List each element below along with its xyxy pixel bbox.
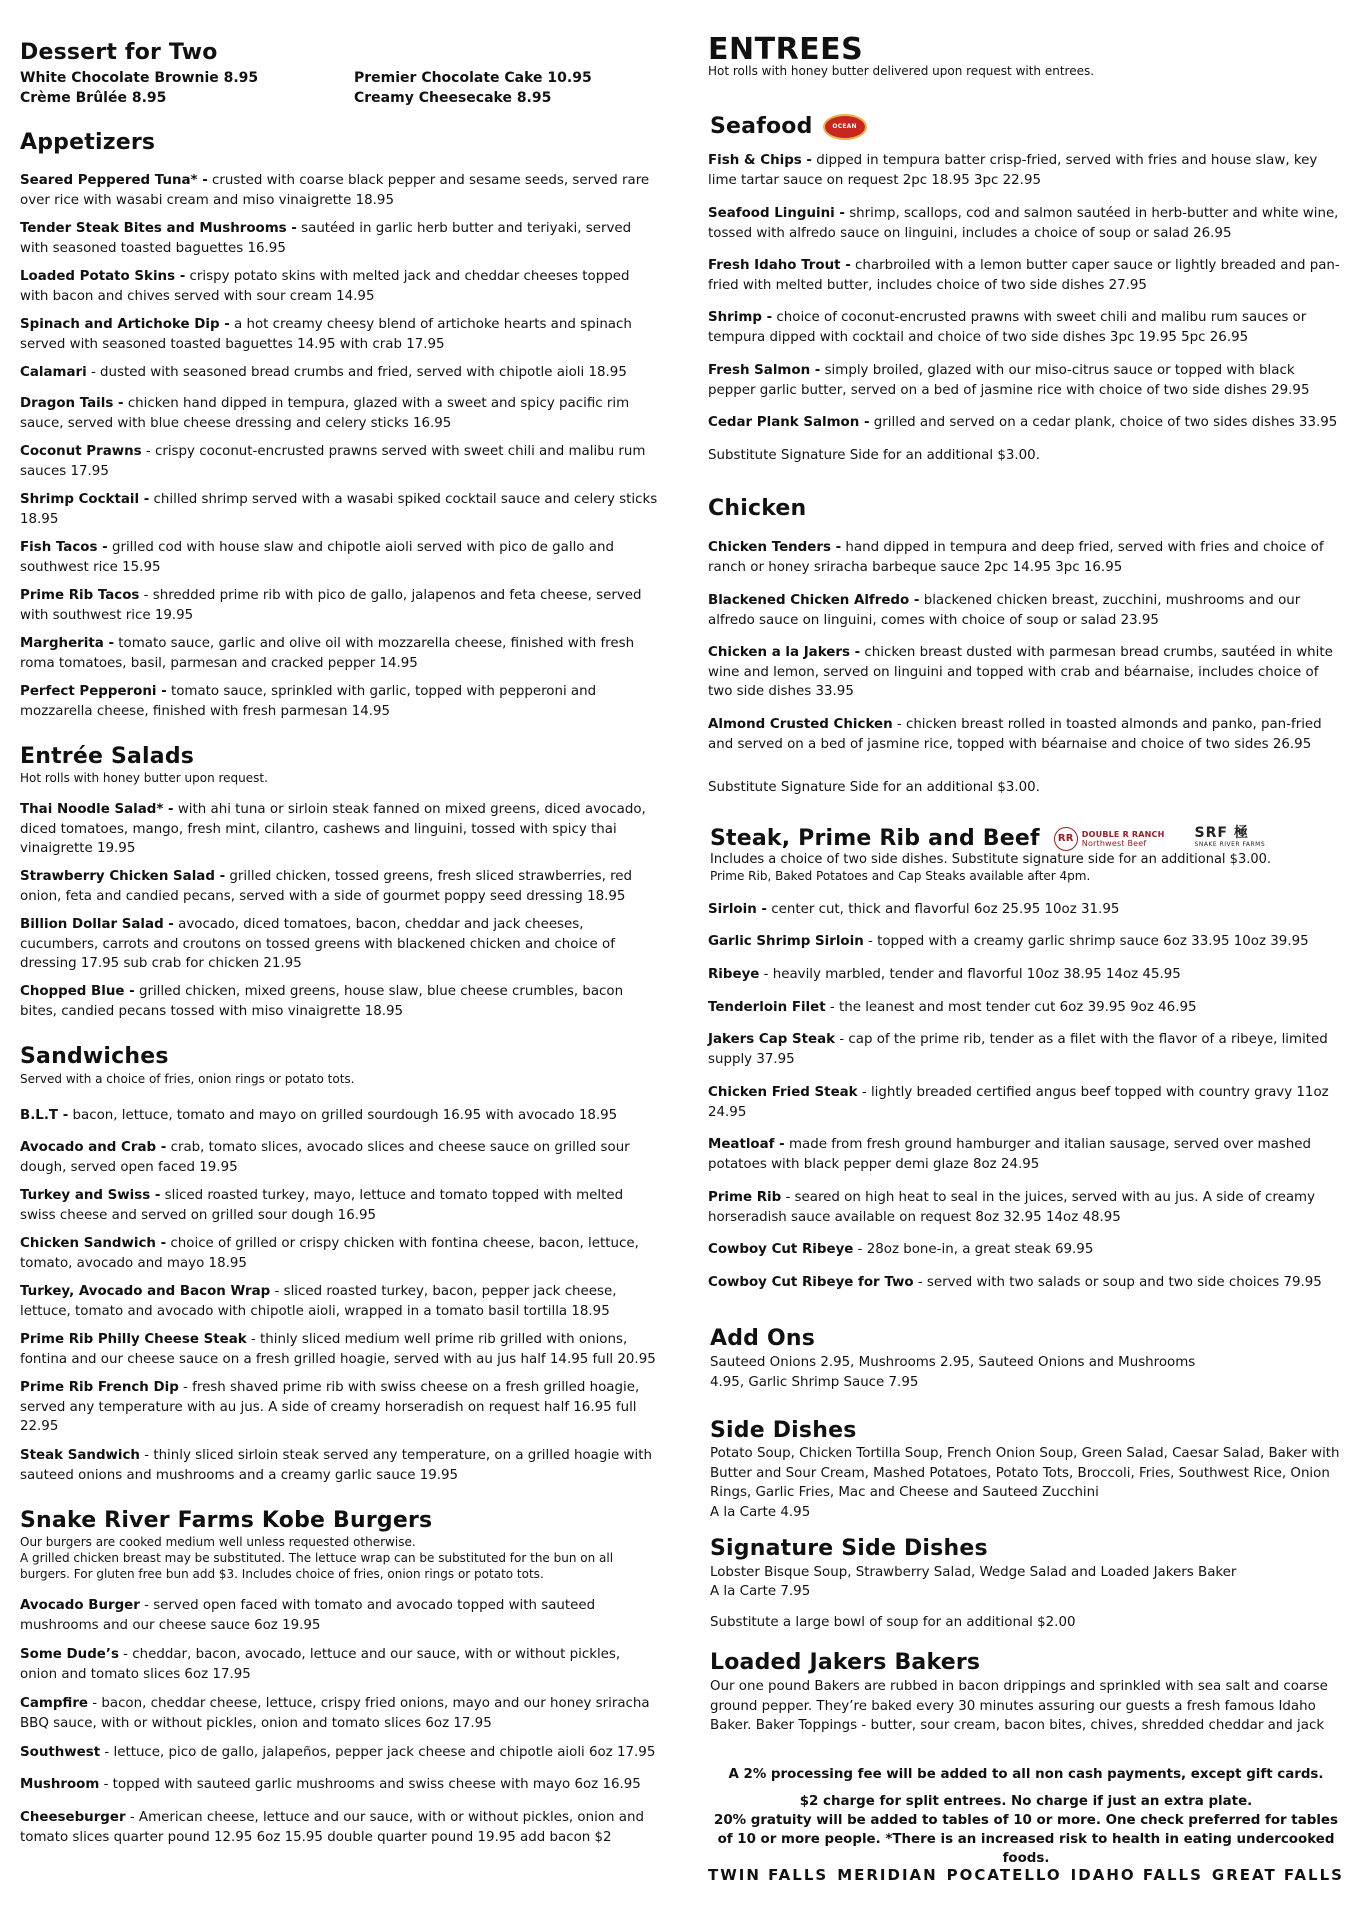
sides-text: Potato Soup, Chicken Tortilla Soup, French Onion Soup, Green Salad, Caesar Salad, Baker with Butter and Sour Cream, Mashed Potatoes, Potato Tots, Broccoli, Fries, Southwest Rice, Onion Rings, Garlic Fries, Mac and Cheese and Sauteed Zucchini <box>710 1446 1340 1500</box>
item-desc: - lettuce, pico de gallo, jalapeños, pepper jack cheese and chipotle aioli 6oz 17.95 <box>100 1745 656 1760</box>
menu-item <box>708 413 1344 433</box>
burgers-note: Our burgers are cooked medium well unless requested otherwise. <box>20 1535 416 1549</box>
item-name: Fish Tacos - <box>20 540 108 555</box>
item-name: Perfect Pepperoni - <box>20 684 167 699</box>
item-desc: - fresh shaved prime rib with swiss cheese on a fresh grilled hoagie, served any temperature with au jus. A side of creamy horseradish on request half 16.95 full 22.95 <box>20 1380 640 1434</box>
item-name: Fish & Chips - <box>708 153 812 168</box>
item-name: Billion Dollar Salad - <box>20 917 174 932</box>
menu-item <box>708 900 1344 920</box>
burgers-title: Snake River Farms Kobe Burgers <box>20 1508 433 1533</box>
sides-title: Side Dishes <box>710 1418 857 1443</box>
item-name: Garlic Shrimp Sirloin <box>708 934 864 949</box>
menu-item <box>708 1240 1344 1260</box>
menu-item <box>708 998 1344 1018</box>
bakers-title: Loaded Jakers Bakers <box>710 1650 981 1675</box>
item-desc: - served with two salads or soup and two side choices 79.95 <box>913 1275 1322 1290</box>
bakers-text: Our one pound Bakers are rubbed in bacon drippings and sprinkled with sea salt and coarse ground pepper. They’re baked every 30 minutes assuring our guests a fresh famous Idaho Baker. Baker Toppings - butter, sour cream, bacon bites, chives, shredded cheddar and jack <box>710 1679 1328 1733</box>
item-name: Steak Sandwich <box>20 1448 140 1463</box>
menu-item <box>20 800 660 859</box>
menu-item <box>20 490 660 529</box>
steak-title <box>710 826 1265 851</box>
item-name: Chicken Tenders - <box>708 540 842 555</box>
item-desc: chicken hand dipped in tempura, glazed with a sweet and spicy pacific rim sauce, served with blue cheese dressing and celery sticks 16.95 <box>20 396 630 431</box>
steak-note: Prime Rib, Baked Potatoes and Cap Steaks available after 4pm. <box>710 869 1091 883</box>
dessert-item: Crème Brûlée 8.95 <box>20 90 167 106</box>
signature-sides-text: Lobster Bisque Soup, Strawberry Salad, Wedge Salad and Loaded Jakers Baker <box>710 1565 1237 1580</box>
item-name: Tender Steak Bites and Mushrooms - <box>20 221 297 236</box>
item-desc: crusted with coarse black pepper and sesame seeds, served rare over rice with wasabi cream and miso vinaigrette 18.95 <box>20 173 650 208</box>
location: POCATELLO <box>946 1866 1062 1884</box>
item-desc: center cut, thick and flavorful 6oz 25.95 10oz 31.95 <box>766 902 1120 917</box>
item-name: Turkey and Swiss - <box>20 1188 161 1203</box>
item-desc: chilled shrimp served with a wasabi spiked cocktail sauce and celery sticks 18.95 <box>20 492 658 527</box>
item-desc: - dusted with seasoned bread crumbs and fried, served with chipotle aioli 18.95 <box>86 365 627 380</box>
item-name: Cowboy Cut Ribeye <box>708 1242 854 1257</box>
gratuity-note: 20% gratuity will be added to tables of 10 or more. One check preferred for tables of 10 or more people. *There is an increased risk to health in eating undercooked foods. <box>714 1813 1338 1866</box>
locations-list <box>708 1866 1344 1884</box>
menu-item <box>708 204 1344 243</box>
menu-item <box>20 1138 660 1177</box>
menu-item <box>20 1378 660 1437</box>
menu-item <box>20 538 660 577</box>
menu-item <box>708 1188 1344 1227</box>
item-desc: chicken breast dusted with parmesan bread crumbs, sautéed in white wine and lemon, served on linguini and topped with crab and béarnaise, includes choice of two side dishes 33.95 <box>708 645 1333 699</box>
addons-title: Add Ons <box>710 1326 816 1351</box>
item-desc: simply broiled, glazed with our miso-citrus sauce or topped with black pepper garlic butter, served on a bed of jasmine rice with choice of two side dishes 29.95 <box>708 363 1310 398</box>
menu-item <box>708 361 1344 400</box>
item-name: Jakers Cap Steak <box>708 1032 836 1047</box>
item-name: Strawberry Chicken Salad - <box>20 869 226 884</box>
menu-item <box>20 1775 660 1795</box>
item-desc: choice of coconut-encrusted prawns with sweet chili and malibu rum sauces or tempura dipped with cocktail and choice of two side dishes 3pc 19.95 5pc 26.95 <box>708 310 1307 345</box>
sandwiches-title: Sandwiches <box>20 1044 169 1069</box>
logo-subtext: Northwest Beef <box>1081 839 1147 848</box>
item-desc: grilled chicken, tossed greens, fresh sliced strawberries, red onion, feta and candied pecans, served with a side of gourmet poppy seed dressing 18.95 <box>20 869 633 904</box>
item-desc: blackened chicken breast, zucchini, mushrooms and our alfredo sauce on linguini, comes with choice of soup or salad 23.95 <box>708 593 1301 628</box>
item-desc: - thinly sliced sirloin steak served any temperature, on a grilled hoagie with sauteed onions and mushrooms and a creamy garlic sauce 19.95 <box>20 1448 652 1483</box>
item-name: B.L.T - <box>20 1108 69 1123</box>
signature-sides-title: Signature Side Dishes <box>710 1536 988 1561</box>
processing-fee-note: A 2% processing fee will be added to all non cash payments, except gift cards. <box>728 1767 1324 1782</box>
chicken-footnote: Substitute Signature Side for an additional $3.00. <box>708 780 1040 795</box>
item-name: Almond Crusted Chicken <box>708 717 893 732</box>
addons-text: Sauteed Onions 2.95, Mushrooms 2.95, Sauteed Onions and Mushrooms 4.95, Garlic Shrimp Sauce 7.95 <box>710 1355 1196 1390</box>
item-name: Calamari <box>20 365 87 380</box>
item-desc: with ahi tuna or sirloin steak fanned on mixed greens, diced avocado, diced tomatoes, mango, fresh mint, cilantro, cashews and linguini, tossed with spicy thai vinaigrette 19.95 <box>20 802 646 856</box>
menu-item <box>20 219 660 258</box>
item-name: Some Dude’s <box>20 1647 119 1662</box>
location: IDAHO FALLS <box>1070 1866 1203 1884</box>
menu-item <box>20 171 660 210</box>
item-name: Prime Rib <box>708 1190 782 1205</box>
salads-title: Entrée Salads <box>20 744 195 769</box>
logo-subtext: SNAKE RIVER FARMS <box>1194 841 1266 848</box>
item-name: Chicken Fried Steak <box>708 1085 858 1100</box>
menu-item <box>708 1273 1344 1293</box>
item-desc: tomato sauce, sprinkled with garlic, topped with pepperoni and mozzarella cheese, finished with fresh parmesan 14.95 <box>20 684 597 719</box>
dessert-item: Creamy Cheesecake 8.95 <box>354 90 552 106</box>
item-name: Fresh Idaho Trout - <box>708 258 851 273</box>
seafood-title <box>710 114 867 152</box>
item-desc: - seared on high heat to seal in the juices, served with au jus. A side of creamy horseradish sauce available on request 8oz 32.95 14oz 48.95 <box>708 1190 1316 1225</box>
item-desc: made from fresh ground hamburger and italian sausage, served over mashed potatoes with black pepper demi glaze 8oz 24.95 <box>708 1137 1311 1172</box>
item-desc: - sliced roasted turkey, bacon, pepper jack cheese, lettuce, tomato and avocado with chipotle aioli, wrapped in a tomato basil tortilla 18.95 <box>20 1284 617 1319</box>
entrees-title: ENTREES <box>708 32 864 67</box>
item-name: Spinach and Artichoke Dip - <box>20 317 230 332</box>
item-desc: - crispy coconut-encrusted prawns served with sweet chili and malibu rum sauces 17.95 <box>20 444 646 479</box>
menu-item <box>20 1234 660 1273</box>
item-desc: grilled chicken, mixed greens, house slaw, blue cheese crumbles, bacon bites, candied pecans tossed with miso vinaigrette 18.95 <box>20 984 624 1019</box>
item-name: Southwest <box>20 1745 101 1760</box>
item-desc: tomato sauce, garlic and olive oil with mozzarella cheese, finished with fresh roma tomatoes, basil, parmesan and cracked pepper 14.95 <box>20 636 635 671</box>
menu-item <box>20 315 660 354</box>
item-desc: - bacon, cheddar cheese, lettuce, crispy fried onions, mayo and our honey sriracha BBQ sauce, with or without pickles, onion and tomato slices 6oz 17.95 <box>20 1696 650 1731</box>
menu-item <box>20 1330 660 1369</box>
item-name: Fresh Salmon - <box>708 363 821 378</box>
item-desc: shrimp, scallops, cod and salmon sautéed in herb-butter and white wine, tossed with alfredo sauce on linguini, includes a choice of soup or salad 26.95 <box>708 206 1339 241</box>
seafood-title-text: Seafood <box>710 114 813 139</box>
item-desc: a hot creamy cheesy blend of artichoke hearts and spinach served with seasoned toasted baguettes 14.95 with crab 17.95 <box>20 317 632 352</box>
item-name: Avocado and Crab - <box>20 1140 167 1155</box>
item-desc: hand dipped in tempura and deep fried, served with fries and choice of ranch or honey sriracha barbeque sauce 2pc 14.95 3pc 16.95 <box>708 540 1324 575</box>
rr-brand-icon: RR <box>1054 827 1078 851</box>
menu-item <box>20 1186 660 1225</box>
menu-item <box>20 1694 660 1733</box>
menu-item <box>20 1106 660 1126</box>
menu-item <box>20 982 660 1021</box>
menu-item <box>20 363 660 383</box>
item-desc: - the leanest and most tender cut 6oz 39.95 9oz 46.95 <box>825 1000 1197 1015</box>
item-name: Chopped Blue - <box>20 984 135 999</box>
item-name: Cedar Plank Salmon - <box>708 415 870 430</box>
item-name: Coconut Prawns <box>20 444 142 459</box>
item-name: Prime Rib Tacos <box>20 588 140 603</box>
steak-title-text: Steak, Prime Rib and Beef <box>710 826 1040 851</box>
item-desc: - served open faced with tomato and avocado topped with sauteed mushrooms and our cheese sauce 6oz 19.95 <box>20 1598 596 1633</box>
sandwiches-note: Served with a choice of fries, onion rings or potato tots. <box>20 1072 355 1086</box>
menu-item <box>708 965 1344 985</box>
item-name: Sirloin - <box>708 902 767 917</box>
ocean-beauty-logo: OCEAN BEAUTY <box>823 114 867 140</box>
item-name: Avocado Burger <box>20 1598 140 1613</box>
menu-item <box>20 1808 660 1847</box>
menu-item <box>20 442 660 481</box>
menu-item <box>20 1446 660 1485</box>
menu-item <box>20 1743 660 1763</box>
menu-item <box>708 256 1344 295</box>
item-name: Mushroom <box>20 1777 100 1792</box>
menu-item <box>708 591 1344 630</box>
logo-text: DOUBLE R RANCH <box>1081 830 1165 839</box>
menu-item <box>708 715 1344 754</box>
chicken-title: Chicken <box>708 496 807 521</box>
signature-sides-price: A la Carte 7.95 <box>710 1584 811 1599</box>
item-desc: grilled and served on a cedar plank, choice of two sides dishes 33.95 <box>869 415 1338 430</box>
item-desc: grilled cod with house slaw and chipotle aioli served with pico de gallo and southwest rice 15.95 <box>20 540 614 575</box>
location: TWIN FALLS <box>708 1866 829 1884</box>
item-desc: - chicken breast rolled in toasted almonds and panko, pan-fried and served on a bed of jasmine rice, topped with béarnaise and choice of two sides 26.95 <box>708 717 1322 752</box>
item-desc: - cheddar, bacon, avocado, lettuce and our sauce, with or without pickles, onion and tomato slices 6oz 17.95 <box>20 1647 621 1682</box>
dessert-item: White Chocolate Brownie 8.95 <box>20 70 259 86</box>
item-name: Chicken Sandwich - <box>20 1236 167 1251</box>
item-desc: choice of grilled or crispy chicken with fontina cheese, bacon, lettuce, tomato, avocado and mayo 18.95 <box>20 1236 639 1271</box>
item-desc: - 28oz bone-in, a great steak 69.95 <box>853 1242 1094 1257</box>
item-desc: - topped with sauteed garlic mushrooms and swiss cheese with mayo 6oz 16.95 <box>99 1777 641 1792</box>
item-name: Thai Noodle Salad* - <box>20 802 174 817</box>
menu-item <box>20 394 660 433</box>
item-desc: sautéed in garlic herb butter and teriyaki, served with seasoned toasted baguettes 16.95 <box>20 221 632 256</box>
burgers-note: A grilled chicken breast may be substituted. The lettuce wrap can be substituted for the bun on all burgers. For gluten free bun add $3. Includes choice of fries, onion rings or potato tots. <box>20 1551 614 1581</box>
item-desc: bacon, lettuce, tomato and mayo on grilled sourdough 16.95 with avocado 18.95 <box>68 1108 618 1123</box>
item-desc: - American cheese, lettuce and our sauce, with or without pickles, onion and tomato slices quarter pound 12.95 6oz 15.95 double quarter pound 19.95 add bacon $2 <box>20 1810 644 1845</box>
sides-price: A la Carte 4.95 <box>710 1505 811 1520</box>
menu-item <box>708 932 1344 952</box>
item-name: Meatloaf - <box>708 1137 785 1152</box>
menu-item <box>708 643 1344 702</box>
item-name: Dragon Tails - <box>20 396 124 411</box>
appetizers-title: Appetizers <box>20 130 156 155</box>
item-name: Ribeye <box>708 967 760 982</box>
menu-item <box>20 267 660 306</box>
item-name: Campfire <box>20 1696 89 1711</box>
menu-item <box>708 151 1344 190</box>
menu-item <box>708 1030 1344 1069</box>
item-name: Seafood Linguini - <box>708 206 845 221</box>
item-desc: crispy potato skins with melted jack and cheddar cheeses topped with bacon and chives served with sour cream 14.95 <box>20 269 630 304</box>
location: GREAT FALLS <box>1211 1866 1344 1884</box>
item-name: Loaded Potato Skins - <box>20 269 186 284</box>
double-r-ranch-logo <box>1054 827 1165 851</box>
menu-item <box>708 1083 1344 1122</box>
item-desc: - lightly breaded certified angus beef topped with country gravy 11oz 24.95 <box>708 1085 1329 1120</box>
dessert-item: Premier Chocolate Cake 10.95 <box>354 70 592 86</box>
menu-item <box>20 1596 660 1635</box>
item-name: Turkey, Avocado and Bacon Wrap <box>20 1284 271 1299</box>
item-desc: avocado, diced tomatoes, bacon, cheddar and jack cheeses, cucumbers, carrots and croutons on tossed greens with blackened chicken and choice of dressing 17.95 sub crab for chicken 21.95 <box>20 917 615 971</box>
menu-item <box>20 1282 660 1321</box>
seafood-footnote: Substitute Signature Side for an additional $3.00. <box>708 448 1040 463</box>
menu-item <box>20 634 660 673</box>
item-desc: charbroiled with a lemon butter caper sauce or lightly breaded and pan-fried with melted butter, includes choice of two side dishes 27.95 <box>708 258 1340 293</box>
menu-item <box>708 1135 1344 1174</box>
item-name: Tenderloin Filet <box>708 1000 826 1015</box>
item-name: Cheeseburger <box>20 1810 126 1825</box>
location: MERIDIAN <box>837 1866 938 1884</box>
item-desc: - heavily marbled, tender and flavorful 10oz 38.95 14oz 45.95 <box>759 967 1181 982</box>
item-name: Prime Rib Philly Cheese Steak <box>20 1332 247 1347</box>
item-name: Seared Peppered Tuna* - <box>20 173 208 188</box>
item-name: Chicken a la Jakers - <box>708 645 861 660</box>
item-desc: sliced roasted turkey, mayo, lettuce and tomato topped with melted swiss cheese and served on grilled sour dough 16.95 <box>20 1188 624 1223</box>
menu-item <box>20 867 660 906</box>
steak-note: Includes a choice of two side dishes. Substitute signature side for an additional $3.00. <box>710 852 1272 867</box>
salads-note: Hot rolls with honey butter upon request. <box>20 771 268 785</box>
menu-item <box>20 1645 660 1684</box>
item-name: Margherita - <box>20 636 115 651</box>
item-name: Prime Rib French Dip <box>20 1380 179 1395</box>
entrees-note: Hot rolls with honey butter delivered upon request with entrees. <box>708 64 1095 78</box>
item-desc: - cap of the prime rib, tender as a filet with the flavor of a ribeye, limited supply 37.95 <box>708 1032 1328 1067</box>
item-desc: - thinly sliced medium well prime rib grilled with onions, fontina and our cheese sauce on a fresh grilled hoagie, served with au jus half 14.95 full 20.95 <box>20 1332 656 1367</box>
menu-item <box>20 682 660 721</box>
menu-item <box>708 538 1344 577</box>
logo-text: SRF <box>1194 825 1228 841</box>
item-name: Cowboy Cut Ribeye for Two <box>708 1275 914 1290</box>
dessert-title: Dessert for Two <box>20 40 218 65</box>
menu-item <box>20 586 660 625</box>
item-name: Shrimp Cocktail - <box>20 492 150 507</box>
snake-river-farms-logo: SRF 極 SNAKE RIVER FARMS <box>1195 827 1266 851</box>
menu-item <box>20 915 660 974</box>
split-charge-note: $2 charge for split entrees. No charge if just an extra plate. <box>799 1794 1253 1809</box>
item-desc: - shredded prime rib with pico de gallo, jalapenos and feta cheese, served with southwest rice 19.95 <box>20 588 642 623</box>
item-name: Shrimp - <box>708 310 773 325</box>
menu-item <box>708 308 1344 347</box>
item-desc: - topped with a creamy garlic shrimp sauce 6oz 33.95 10oz 39.95 <box>863 934 1309 949</box>
item-desc: crab, tomato slices, avocado slices and cheese sauce on grilled sour dough, served open faced 19.95 <box>20 1140 630 1175</box>
item-name: Blackened Chicken Alfredo - <box>708 593 920 608</box>
item-desc: dipped in tempura batter crisp-fried, served with fries and house slaw, key lime tartar sauce on request 2pc 18.95 3pc 22.95 <box>708 153 1318 188</box>
soup-note: Substitute a large bowl of soup for an additional $2.00 <box>710 1615 1076 1630</box>
